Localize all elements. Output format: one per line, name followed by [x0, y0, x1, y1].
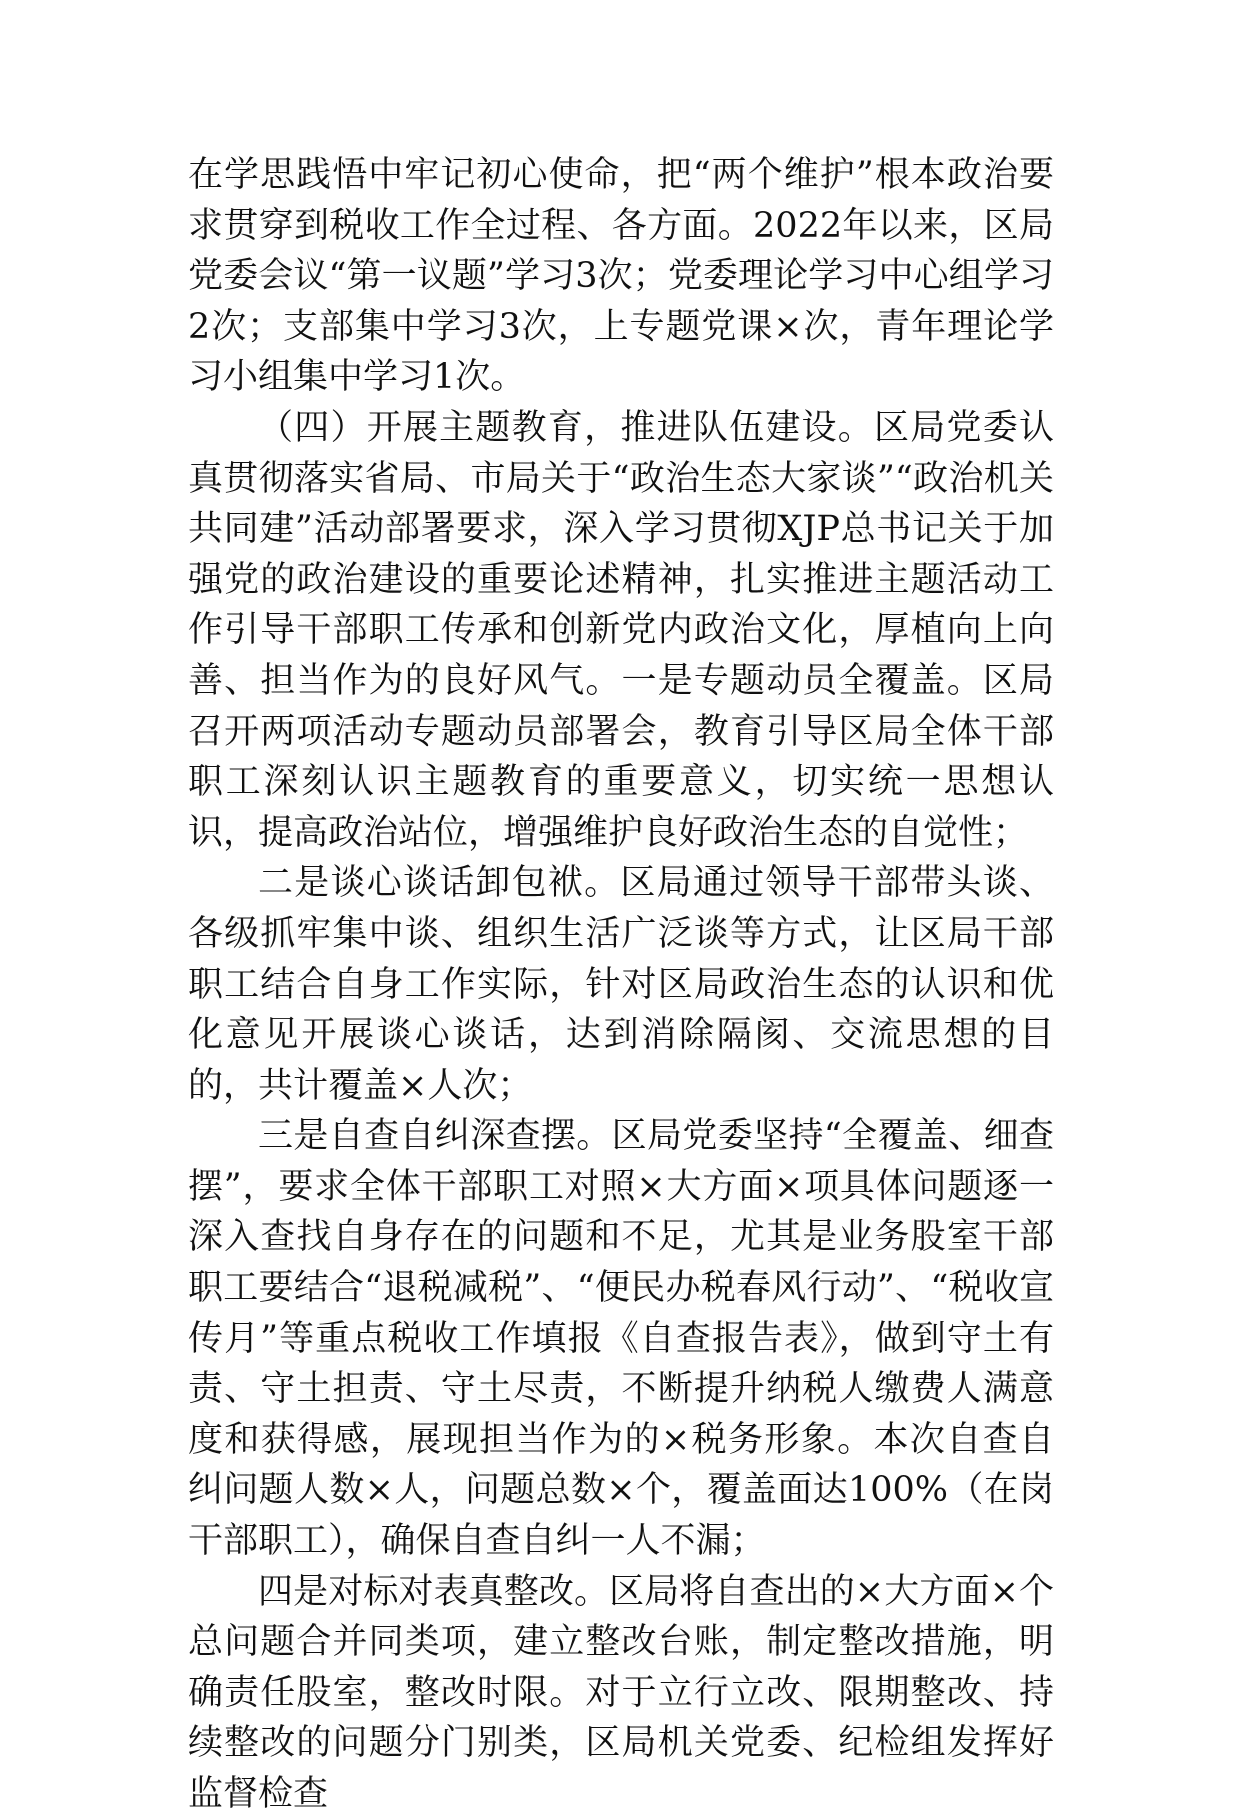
document-body: [188, 150, 1054, 1820]
paragraph-heart-to-heart-talks: 二是谈心谈话卸包袱。区局通过领导干部带头谈、各级抓牢集中谈、组织生活广泛谈等方式，让区局干部职工结合自身工作实际，针对区局政治生态的认识和优化意见开展谈心谈话，达到消除隔阂、交流思想的目的，共计覆盖×人次；: [188, 863, 1054, 1106]
paragraph-study-records: 在学思践悟中牢记初心使命，把“两个维护”根本政治要求贯穿到税收工作全过程、各方面。2022年以来，区局党委会议“第一议题”学习3次；党委理论学习中心组学习2次；支部集中学习3次，上专题党课×次，青年理论学习小组集中学习1次。: [188, 155, 1054, 398]
paragraph-self-inspection: 三是自查自纠深查摆。区局党委坚持“全覆盖、细查摆”，要求全体干部职工对照×大方面×项具体问题逐一深入查找自身存在的问题和不足，尤其是业务股室干部职工要结合“退税减税”、“便民办税春风行动”、“税收宣传月”等重点税收工作填报《自查报告表》，做到守土有责、守土担责、守土尽责，不断提升纳税人缴费人满意度和获得感，展现担当作为的×税务形象。本次自查自纠问题人数×人，问题总数×个，覆盖面达100%（在岗干部职工），确保自查自纠一人不漏；: [188, 1116, 1054, 1562]
paragraph-rectification: 四是对标对表真整改。区局将自查出的×大方面×个总问题合并同类项，建立整改台账，制定整改措施，明确责任股室，整改时限。对于立行立改、限期整改、持续整改的问题分门别类，区局机关党委、纪检组发挥好监督检查: [188, 1571, 1054, 1814]
paragraph-theme-education: （四）开展主题教育，推进队伍建设。区局党委认真贯彻落实省局、市局关于“政治生态大家谈”“政治机关共同建”活动部署要求，深入学习贯彻XJP总书记关于加强党的政治建设的重要论述精神，扎实推进主题活动工作引导干部职工传承和创新党内政治文化，厚植向上向善、担当作为的良好风气。一是专题动员全覆盖。区局召开两项活动专题动员部署会，教育引导区局全体干部职工深刻认识主题教育的重要意义，切实统一思想认识，提高政治站位，增强维护良好政治生态的自觉性；: [188, 407, 1054, 853]
